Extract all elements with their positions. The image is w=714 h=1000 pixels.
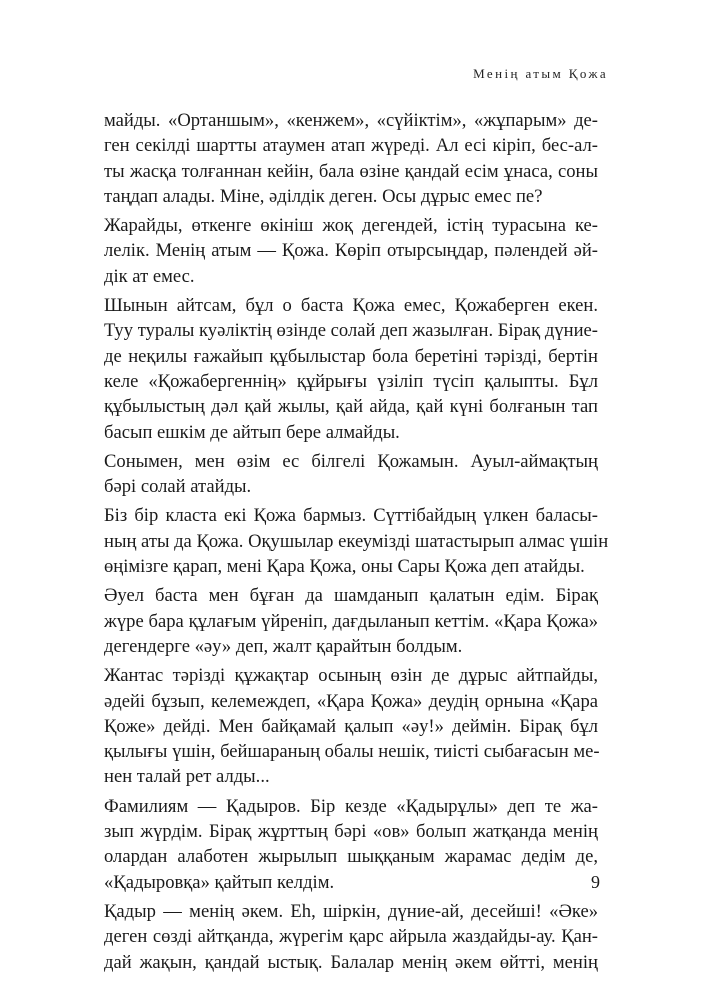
- text-line: Жарайды, өткенге өкініш жоқ дегендей, істің турасына ке-: [104, 215, 598, 237]
- text-line: дай жақын, қандай ыстық. Балалар менің әкем өйтті, менің: [104, 951, 598, 973]
- text-line: Фамилиям — Қадыров. Бір кезде «Қадырұлы» деп те жа-: [104, 795, 598, 817]
- text-line: Туу туралы куәліктің өзінде солай деп жазылған. Бірақ дүние-: [104, 320, 598, 342]
- text-line: бәрі солай атайды.: [104, 476, 252, 498]
- text-line: де неқилы ғажайып құбылыстар бола беретіні тәрізді, бертін: [104, 345, 598, 367]
- text-line: майды. «Ортаншым», «кенжем», «сүйіктім», «жұпарым» де-: [104, 110, 598, 131]
- text-line: нен талай рет алды...: [104, 766, 270, 788]
- text-line: лелік. Менің атым — Қожа. Көріп отырсыңдар, пәлендей әй-: [104, 240, 598, 262]
- text-line: өңімізге қарап, мені Қара Қожа, оны Сары Қожа деп атайды.: [104, 556, 585, 578]
- text-line: олардан алаботен жырылып шыққаным жарамас дедім де,: [104, 846, 598, 868]
- text-line: Әуел баста мен бұған да шамданып қалатын едім. Бірақ: [104, 585, 598, 607]
- text-line: Біз бір класта екі Қожа бармыз. Сүттібайдың үлкен баласы-: [104, 505, 598, 527]
- text-line: зып жүрдім. Бірақ жұрттың бәрі «ов» болып жатқанда менің: [104, 821, 598, 843]
- text-line: Сонымен, мен өзім ес білгелі Қожамын. Ауыл-аймақтың: [104, 450, 598, 472]
- text-line: басып ешкім де айтып бере алмайды.: [104, 421, 400, 443]
- text-line: әдейі бұзып, келемеждеп, «Қара Қожа» деудің орнына «Қара: [104, 690, 598, 712]
- running-header: Менің атым Қожа: [473, 66, 608, 81]
- text-line: дік ат емес.: [104, 265, 195, 287]
- paragraph: [104, 899, 598, 975]
- text-line: Шынын айтсам, бұл о баста Қожа емес, Қожаберген екен.: [104, 295, 598, 317]
- text-line: қылығы үшін, бейшараның обалы нешік, тиісті сыбағасын ме-: [104, 741, 600, 763]
- text-line: деген сөзді айтқанда, жүрегім қарс айрыла жаздайды-ау. Қан-: [104, 926, 598, 948]
- paragraph: [104, 583, 598, 659]
- paragraph: [104, 213, 598, 289]
- paragraph: [104, 503, 609, 579]
- paragraph: [104, 108, 598, 209]
- paragraph: [104, 449, 598, 500]
- paragraph: [104, 794, 598, 895]
- text-line: жүре бара құлағым үйреніп, дағдыланып кеттім. «Қара Қожа»: [104, 610, 598, 632]
- text-line: құбылыстың дәл қай жылы, қай айда, қай күні болғанын тап: [104, 396, 598, 418]
- text-line: таңдап алады. Міне, әділдік деген. Осы дұрыс емес пе?: [104, 185, 543, 207]
- text-line: дегендерге «әу» деп, жалт қарайтын болдым.: [104, 635, 463, 657]
- body-text: [104, 108, 609, 979]
- text-line: келе «Қожабергеннің» құйрығы үзіліп түсіп қалыпты. Бұл: [104, 370, 598, 392]
- paragraph: [104, 293, 598, 445]
- text-line: ның аты да Қожа. Оқушылар екеуміздi шатастырып алмас үшін: [104, 530, 609, 552]
- text-line: ты жасқа толғаннан кейін, бала өзіне қандай есім ұнаса, соны: [104, 160, 598, 182]
- text-line: Қоже» дейді. Мен байқамай қалып «әу!» деймін. Бірақ бұл: [104, 715, 598, 737]
- page-number: 9: [591, 872, 600, 892]
- text-line: Қадыр — менің әкем. Еһ, шіркін, дүние-ай, десейші! «Әке»: [104, 900, 598, 922]
- text-line: Жантас тәрізді құжақтар осының өзін де дұрыс айтпайды,: [104, 665, 598, 687]
- paragraph: [104, 663, 598, 789]
- text-line: ген секілді шартты атаумен атап жүреді. Ал есі кіріп, бес-ал-: [104, 135, 598, 157]
- text-line: «Қадыровқа» қайтып келдім.: [104, 871, 335, 893]
